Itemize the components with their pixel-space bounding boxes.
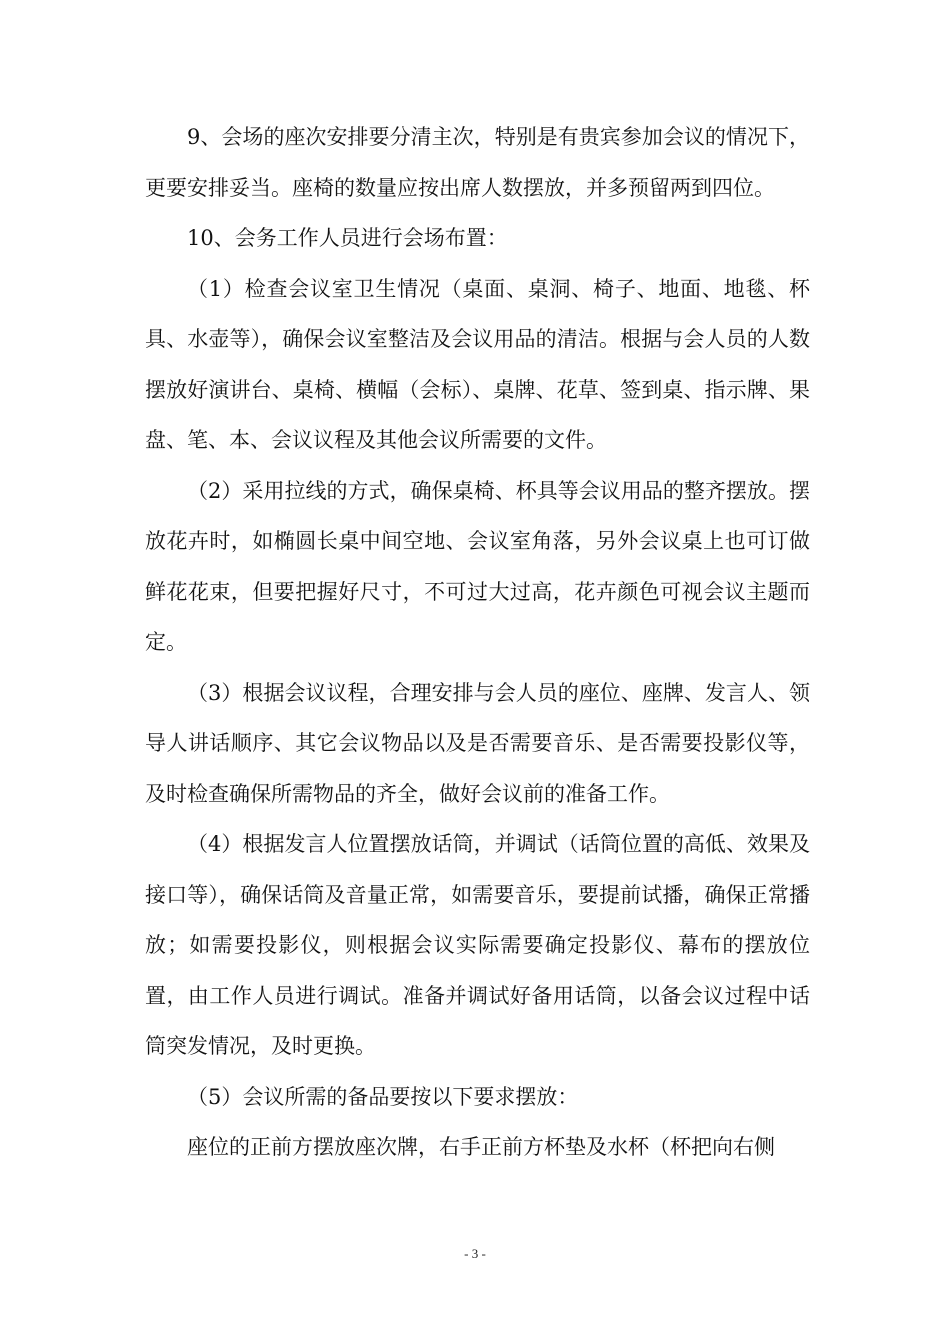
paragraph-item-9: 9、会场的座次安排要分清主次，特别是有贵宾参加会议的情况下，更要安排妥当。座椅的数量应按出席人数摆放，并多预留两到四位。 (145, 125, 810, 200)
paragraph-item-10: 10、会务工作人员进行会场布置： (187, 226, 508, 250)
page-number: - 3 - (464, 1246, 486, 1261)
paragraph-subitem-3: （3）根据会议议程，合理安排与会人员的座位、座牌、发言人、领导人讲话顺序、其它会议物品以及是否需要音乐、是否需要投影仪等，及时检查确保所需物品的齐全，做好会议前的准备工作。 (145, 680, 810, 806)
paragraph-subitem-4: （4）根据发言人位置摆放话筒，并调试（话筒位置的高低、效果及接口等），确保话筒及音量正常，如需要音乐，要提前试播，确保正常播放；如需要投影仪，则根据会议实际需要确定投影仪、幕布的摆放位置，由工作人员进行调试。准备并调试好备用话筒，以备会议过程中话筒突发情况，及时更换。 (145, 832, 810, 1058)
body-text (145, 112, 810, 1173)
paragraph-seat-arrangement: 座位的正前方摆放座次牌，右手正前方杯垫及水杯（杯把向右侧 (187, 1135, 775, 1159)
paragraph-subitem-5: （5）会议所需的备品要按以下要求摆放： (187, 1084, 579, 1109)
paragraph-subitem-2: （2）采用拉线的方式，确保桌椅、杯具等会议用品的整齐摆放。摆放花卉时，如椭圆长桌中间空地、会议室角落，另外会议桌上也可订做鲜花花束，但要把握好尺寸，不可过大过高，花卉颜色可视会议主题而定。 (145, 478, 810, 654)
paragraph-subitem-1: （1）检查会议室卫生情况（桌面、桌洞、椅子、地面、地毯、杯具、水壶等），确保会议室整洁及会议用品的清洁。根据与会人员的人数摆放好演讲台、桌椅、横幅（会标）、桌牌、花草、签到桌、指示牌、果盘、笔、本、会议议程及其他会议所需要的文件。 (145, 276, 810, 452)
